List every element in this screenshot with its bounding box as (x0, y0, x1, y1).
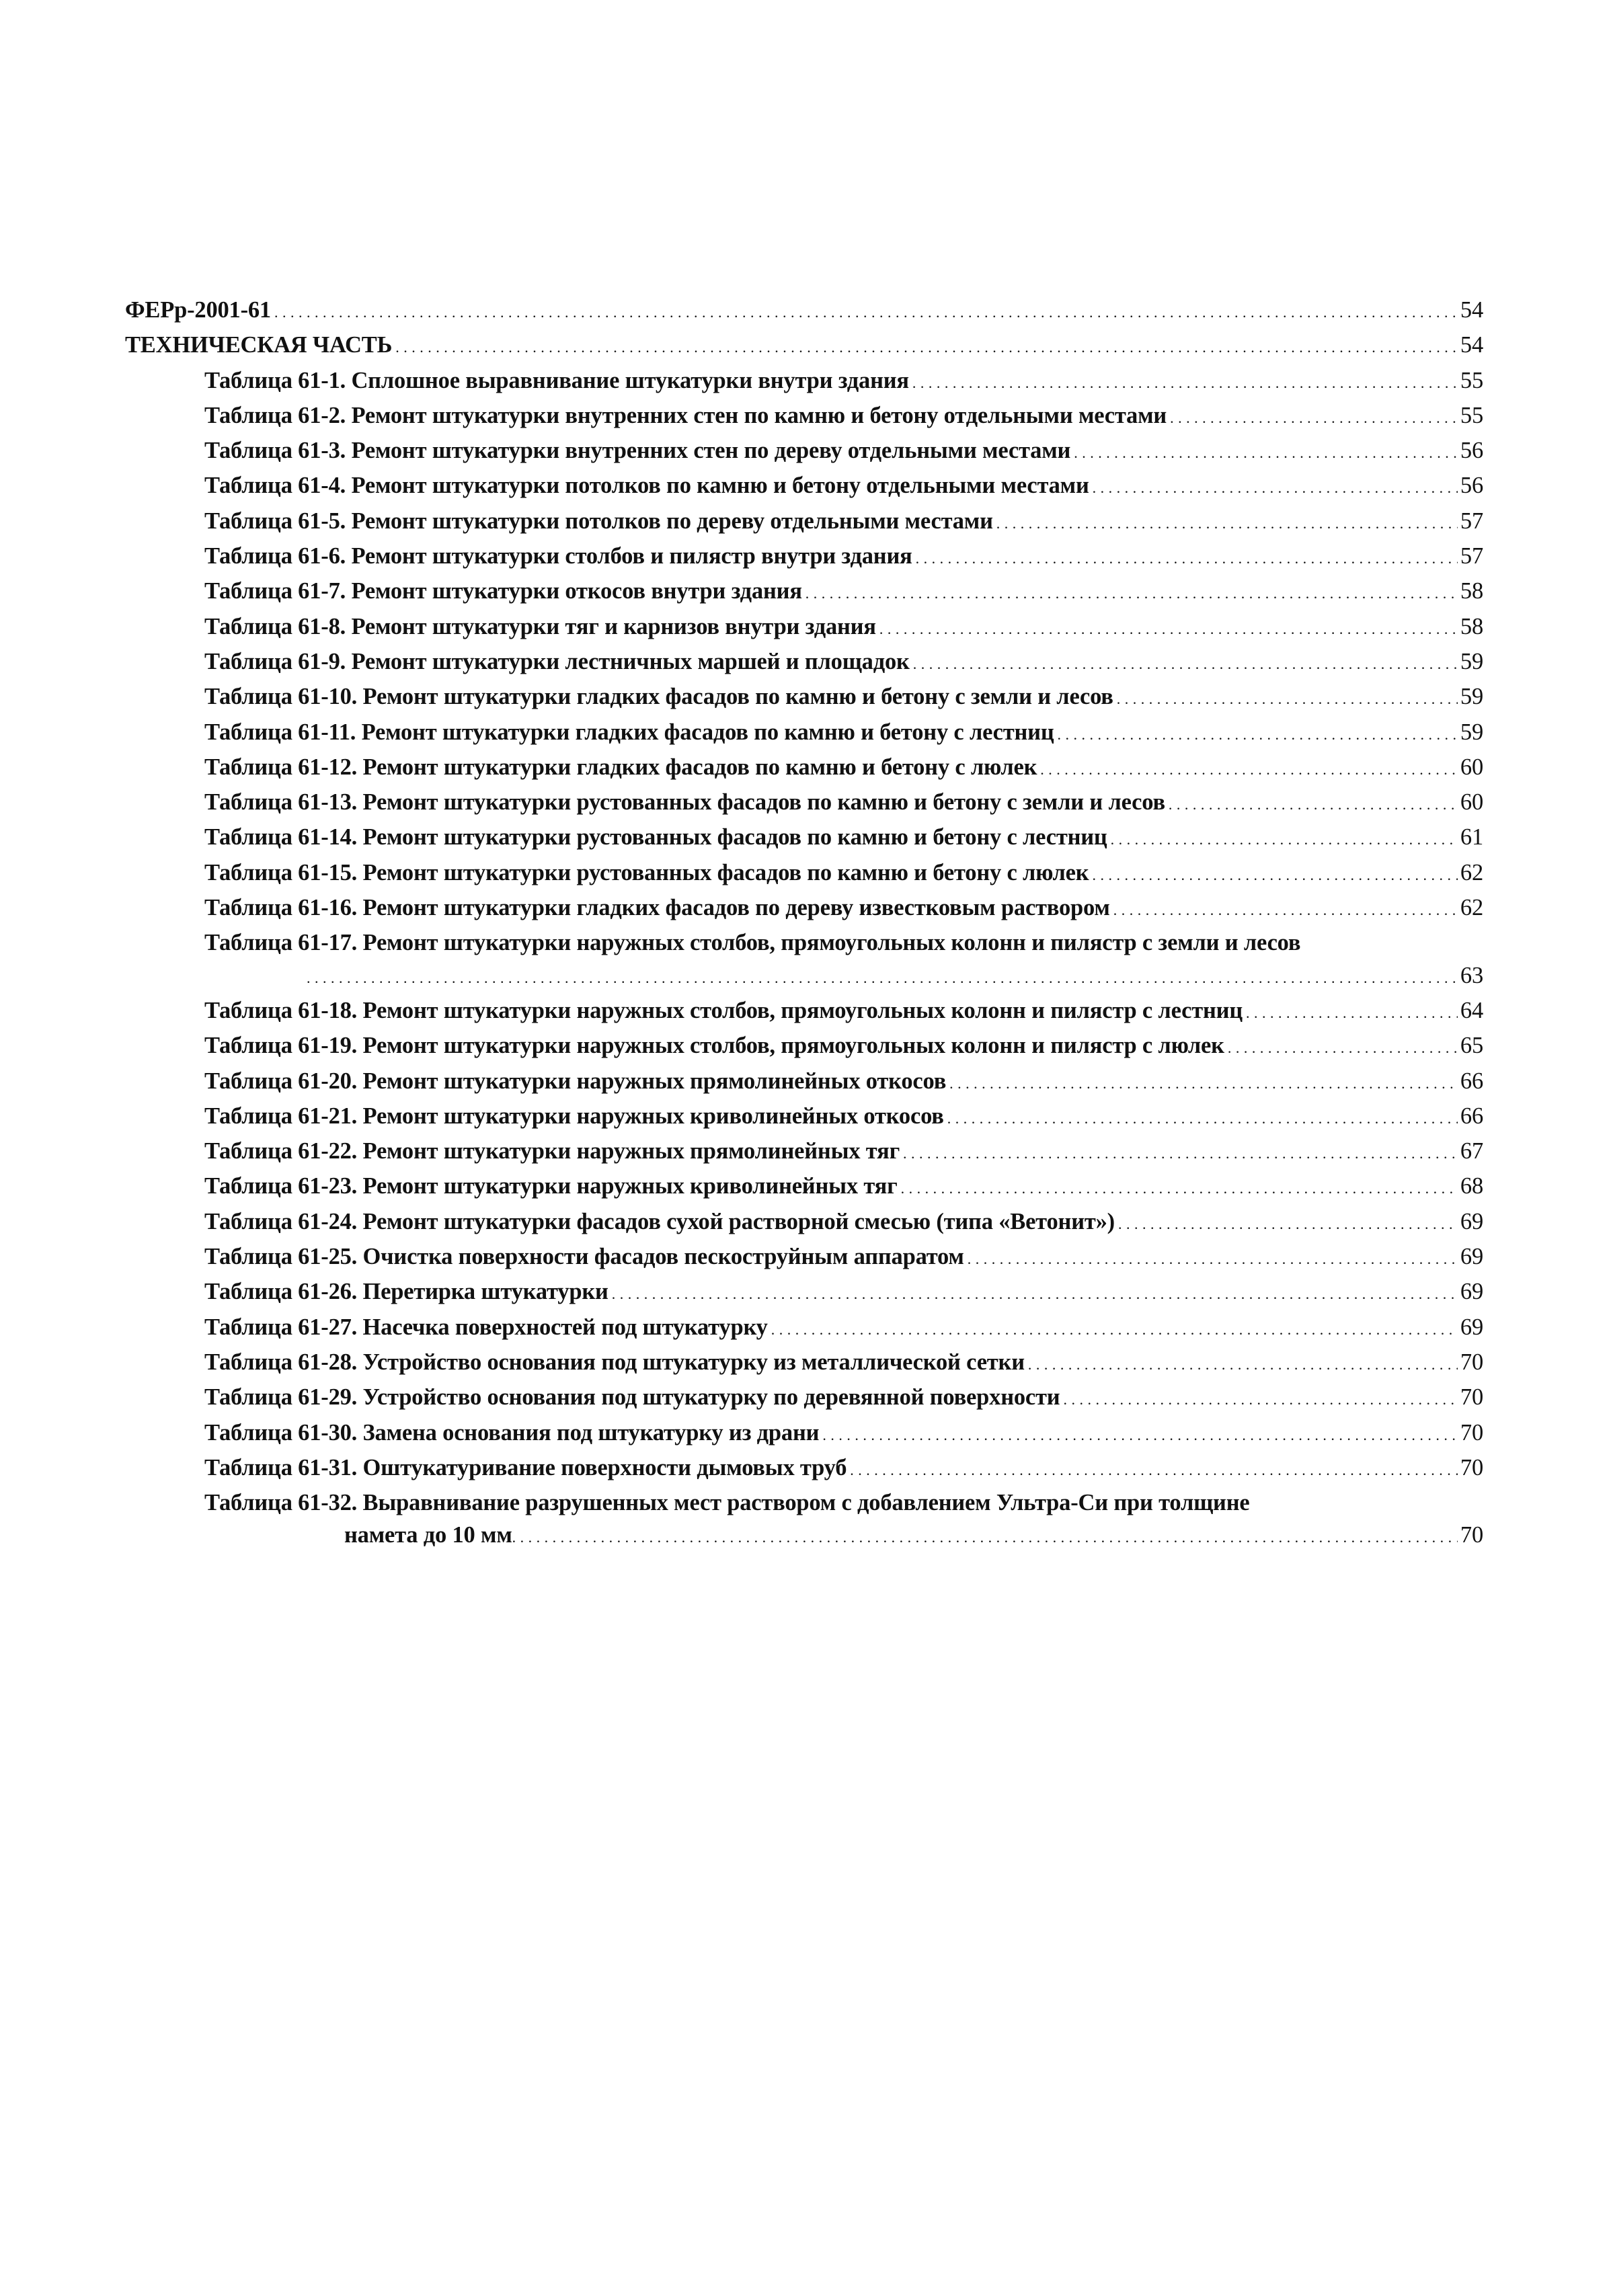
dot-leader (1113, 892, 1458, 926)
dot-leader (879, 610, 1458, 645)
dot-leader (274, 294, 1458, 329)
toc-entry-title: Таблица 61-18. Ремонт штукатурки наружных столбов, прямоугольных колонн и пилястр с лестниц (204, 997, 1243, 1023)
dot-leader (1111, 821, 1458, 856)
toc-entry-title: Таблица 61-24. Ремонт штукатурки фасадов сухой растворной смесью (типа «Ветонит») (204, 1208, 1115, 1234)
toc-page-number: 70 (1460, 1522, 1483, 1548)
toc-entry-title: Таблица 61-28. Устройство основания под штукатурку из металлической сетки (204, 1349, 1025, 1375)
toc-entry-line (125, 926, 1483, 959)
toc-page-number: 69 (1460, 1279, 1483, 1305)
toc-entry-title: Таблица 61-7. Ремонт штукатурки откосов внутри здания (204, 578, 802, 604)
dot-leader (1228, 1029, 1458, 1064)
toc-entry[interactable] (125, 294, 1483, 329)
dot-leader (806, 575, 1458, 610)
toc-entry-title: Таблица 61-3. Ремонт штукатурки внутренних стен по дереву отдельными местами (204, 438, 1071, 464)
dot-leader (968, 1240, 1458, 1275)
toc-entry[interactable] (125, 1417, 1483, 1452)
toc-entry[interactable] (125, 821, 1483, 856)
toc-entry[interactable] (125, 926, 1483, 994)
toc-entry[interactable] (125, 610, 1483, 645)
toc-entry-title: Таблица 61-13. Ремонт штукатурки рустованных фасадов по камню и бетону с земли и лесов (204, 789, 1165, 816)
dot-leader (612, 1275, 1458, 1310)
toc-entry[interactable] (125, 469, 1483, 504)
dot-leader (850, 1452, 1458, 1487)
dot-leader (1118, 1205, 1458, 1240)
dot-leader (1093, 469, 1458, 504)
toc-entry[interactable] (125, 1029, 1483, 1064)
dot-leader (916, 540, 1458, 575)
dot-leader (1063, 1381, 1457, 1416)
toc-entry-line (125, 1519, 1483, 1554)
toc-entry-title: Таблица 61-6. Ремонт штукатурки столбов и пилястр внутри здания (204, 543, 912, 569)
toc-entry-title: Таблица 61-23. Ремонт штукатурки наружных криволинейных тяг (204, 1173, 898, 1199)
toc-page-number: 69 (1460, 1244, 1483, 1270)
toc-entry[interactable] (125, 716, 1483, 751)
dot-leader (1040, 751, 1458, 786)
table-of-contents (125, 294, 1483, 1554)
toc-page-number: 67 (1460, 1138, 1483, 1164)
toc-page-number: 59 (1460, 648, 1483, 674)
toc-entry[interactable] (125, 1135, 1483, 1170)
toc-entry[interactable] (125, 892, 1483, 926)
toc-entry-title: Таблица 61-12. Ремонт штукатурки гладких фасадов по камню и бетону с люлек (204, 754, 1037, 780)
toc-page-number: 54 (1460, 297, 1483, 323)
toc-page-number: 60 (1460, 754, 1483, 780)
toc-entry[interactable] (125, 1381, 1483, 1416)
toc-entry[interactable] (125, 1205, 1483, 1240)
toc-page-number: 63 (1460, 962, 1483, 988)
dot-leader (913, 645, 1458, 680)
toc-page-number: 62 (1460, 895, 1483, 921)
dot-leader (912, 364, 1458, 399)
toc-entry-line (125, 959, 1483, 994)
toc-page-number: 66 (1460, 1068, 1483, 1094)
dot-leader (949, 1065, 1458, 1100)
dot-leader (771, 1311, 1458, 1346)
dot-leader (996, 505, 1458, 540)
toc-page-number: 58 (1460, 613, 1483, 639)
dot-leader (1074, 434, 1458, 469)
toc-entry-title: Таблица 61-4. Ремонт штукатурки потолков по камню и бетону отдельными местами (204, 473, 1089, 499)
toc-page-number: 57 (1460, 508, 1483, 534)
toc-page-number: 70 (1460, 1349, 1483, 1375)
dot-leader (901, 1170, 1458, 1205)
toc-page-number: 55 (1460, 367, 1483, 393)
toc-page-number: 70 (1460, 1384, 1483, 1411)
toc-entry-title: Таблица 61-8. Ремонт штукатурки тяг и карнизов внутри здания (204, 613, 876, 639)
toc-entry[interactable] (125, 1346, 1483, 1381)
toc-entry-line (125, 1487, 1483, 1519)
toc-entry-title: ФЕРр-2001-61 (125, 297, 271, 323)
dot-leader (1246, 994, 1458, 1029)
toc-entry-title: Таблица 61-16. Ремонт штукатурки гладких фасадов по дереву известковым раствором (204, 895, 1110, 921)
toc-page-number: 61 (1460, 824, 1483, 850)
toc-page-number: 54 (1460, 332, 1483, 358)
toc-entry[interactable] (125, 399, 1483, 434)
toc-entry[interactable] (125, 645, 1483, 680)
toc-page-number: 66 (1460, 1103, 1483, 1129)
toc-page-number: 68 (1460, 1173, 1483, 1199)
toc-page-number: 64 (1460, 997, 1483, 1023)
dot-leader (822, 1417, 1458, 1452)
toc-page-number: 69 (1460, 1314, 1483, 1340)
dot-leader (1117, 680, 1458, 715)
dot-leader (1169, 786, 1458, 821)
toc-entry[interactable] (125, 364, 1483, 399)
toc-entry-title: Таблица 61-32. Выравнивание разрушенных мест раствором с добавлением Ультра-Си при толщине (204, 1490, 1250, 1516)
toc-page-number: 65 (1460, 1033, 1483, 1059)
toc-page-number: 59 (1460, 684, 1483, 710)
toc-page-number: 60 (1460, 789, 1483, 816)
toc-page-number: 55 (1460, 402, 1483, 428)
toc-entry[interactable] (125, 1311, 1483, 1346)
toc-entry-title: Таблица 61-31. Оштукатуривание поверхности дымовых труб (204, 1454, 847, 1480)
toc-page-number: 69 (1460, 1208, 1483, 1234)
toc-entry-title: Таблица 61-30. Замена основания под штукатурку из драни (204, 1419, 820, 1446)
toc-entry[interactable] (125, 1170, 1483, 1205)
toc-entry-title: Таблица 61-25. Очистка поверхности фасадов пескоструйным аппаратом (204, 1244, 964, 1270)
dot-leader (947, 1100, 1458, 1135)
toc-entry[interactable] (125, 575, 1483, 610)
toc-entry-title: Таблица 61-10. Ремонт штукатурки гладких фасадов по камню и бетону с земли и лесов (204, 684, 1113, 710)
toc-page-number: 62 (1460, 859, 1483, 885)
dot-leader (307, 959, 1458, 994)
toc-page-number: 59 (1460, 719, 1483, 745)
dot-leader (1170, 399, 1458, 434)
dot-leader (512, 1519, 1458, 1554)
toc-entry-title: Таблица 61-5. Ремонт штукатурки потолков по дереву отдельными местами (204, 508, 993, 534)
toc-entry[interactable] (125, 994, 1483, 1029)
toc-page-number: 56 (1460, 473, 1483, 499)
toc-entry[interactable] (125, 434, 1483, 469)
toc-entry[interactable] (125, 680, 1483, 715)
toc-entry-title: Таблица 61-2. Ремонт штукатурки внутренних стен по камню и бетону отдельными местами (204, 402, 1167, 428)
toc-entry[interactable] (125, 1452, 1483, 1487)
toc-entry-title: ТЕХНИЧЕСКАЯ ЧАСТЬ (125, 332, 393, 358)
toc-entry-title: Таблица 61-21. Ремонт штукатурки наружных криволинейных откосов (204, 1103, 944, 1129)
toc-entry[interactable] (125, 329, 1483, 364)
toc-entry[interactable] (125, 751, 1483, 786)
toc-entry[interactable] (125, 1240, 1483, 1275)
toc-entry-title-continued: намета до 10 мм (344, 1522, 512, 1548)
toc-entry[interactable] (125, 1275, 1483, 1310)
dot-leader (903, 1135, 1458, 1170)
toc-entry[interactable] (125, 540, 1483, 575)
toc-entry[interactable] (125, 857, 1483, 892)
toc-page-number: 70 (1460, 1419, 1483, 1446)
toc-entry-title: Таблица 61-17. Ремонт штукатурки наружных столбов, прямоугольных колонн и пилястр с земли и лесов (204, 930, 1301, 956)
toc-entry-title: Таблица 61-9. Ремонт штукатурки лестничных маршей и площадок (204, 648, 910, 674)
toc-entry-title: Таблица 61-20. Ремонт штукатурки наружных прямолинейных откосов (204, 1068, 947, 1094)
toc-page-number: 70 (1460, 1454, 1483, 1480)
toc-entry-title: Таблица 61-11. Ремонт штукатурки гладких фасадов по камню и бетону с лестниц (204, 719, 1054, 745)
toc-entry-title: Таблица 61-26. Перетирка штукатурки (204, 1279, 608, 1305)
toc-entry-title: Таблица 61-27. Насечка поверхностей под штукатурку (204, 1314, 768, 1340)
dot-leader (1028, 1346, 1458, 1381)
dot-leader (395, 329, 1458, 364)
toc-entry[interactable] (125, 505, 1483, 540)
toc-entry[interactable] (125, 1100, 1483, 1135)
toc-entry-title: Таблица 61-22. Ремонт штукатурки наружных прямолинейных тяг (204, 1138, 900, 1164)
toc-page-number: 57 (1460, 543, 1483, 569)
toc-entry-title: Таблица 61-19. Ремонт штукатурки наружных столбов, прямоугольных колонн и пилястр с люлек (204, 1033, 1224, 1059)
toc-entry-title: Таблица 61-1. Сплошное выравнивание штукатурки внутри здания (204, 367, 909, 393)
toc-page-number: 56 (1460, 438, 1483, 464)
toc-entry[interactable] (125, 786, 1483, 821)
toc-entry-title: Таблица 61-29. Устройство основания под штукатурку по деревянной поверхности (204, 1384, 1060, 1411)
toc-entry[interactable] (125, 1487, 1483, 1554)
toc-entry-title: Таблица 61-14. Ремонт штукатурки рустованных фасадов по камню и бетону с лестниц (204, 824, 1107, 850)
dot-leader (1058, 716, 1458, 751)
dot-leader (1092, 857, 1457, 892)
toc-entry[interactable] (125, 1065, 1483, 1100)
toc-page-number: 58 (1460, 578, 1483, 604)
toc-entry-title: Таблица 61-15. Ремонт штукатурки рустованных фасадов по камню и бетону с люлек (204, 859, 1089, 885)
